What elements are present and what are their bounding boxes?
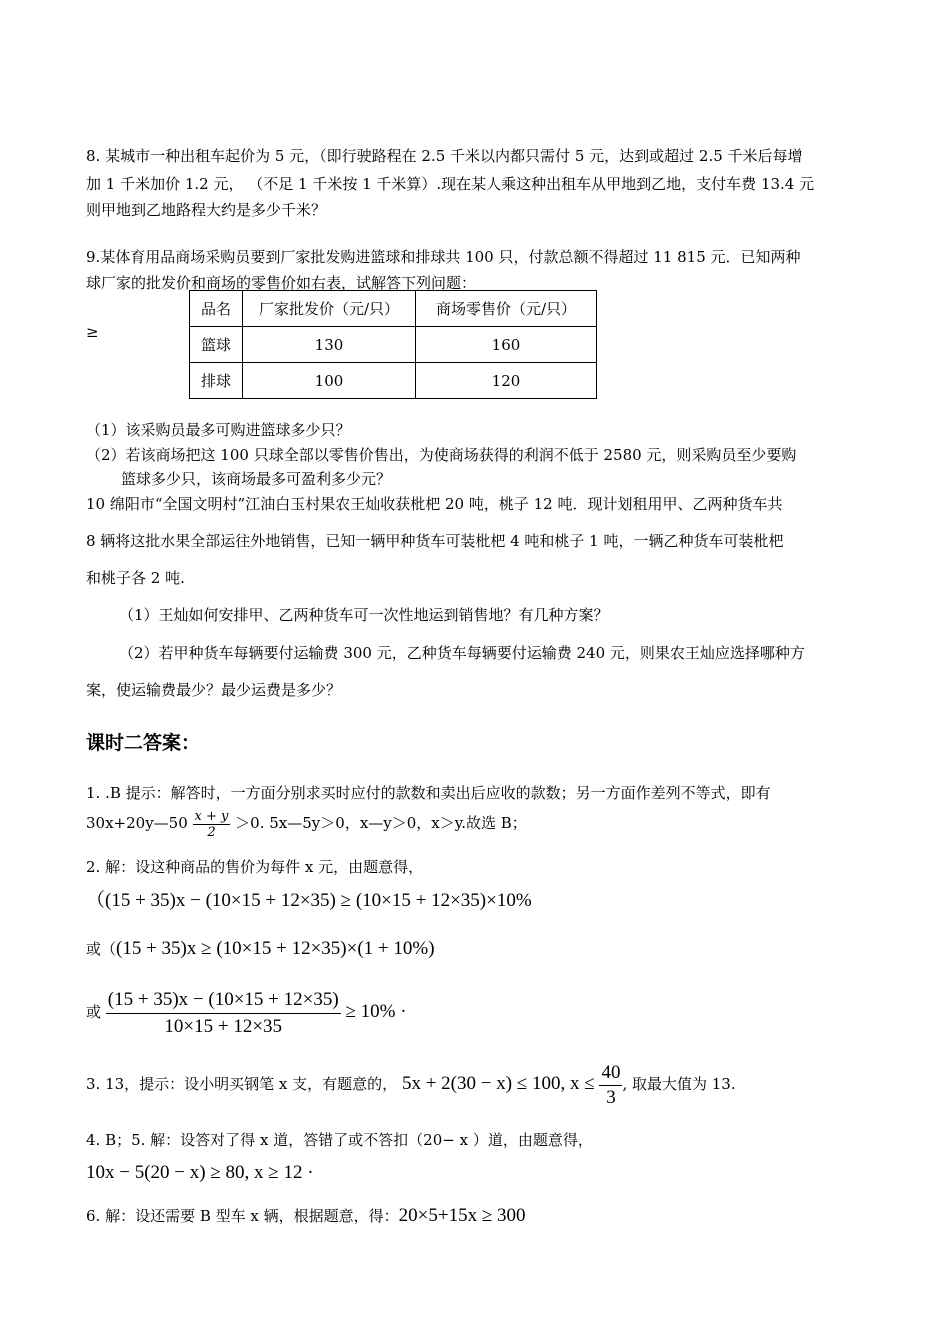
equation-3-prefix: 或: [86, 1003, 102, 1021]
equation-2-prefix: 或（: [86, 940, 117, 958]
q10-sub-2a: （2）若甲种货车每辆要付运输费 300 元，乙种货车每辆要付运输费 240 元，则果农王灿应选择哪种方: [119, 644, 805, 662]
equation-3-line: [86, 984, 407, 1040]
answer-1-line-1: 1. .B 提示：解答时，一方面分别求买时应付的款数和卖出后应收的款数；另一方面作差列不等式，即有: [86, 784, 771, 802]
answer-2-intro: 2. 解：设这种商品的售价为每件 x 元，由题意得，: [86, 858, 424, 876]
equation-3-fraction: [106, 987, 341, 1040]
answer-3-text: 3. 13，提示：设小明买钢笔 x 支，有题意的，: [86, 1075, 398, 1093]
equation-1: （(15 + 35)x − (10×15 + 12×35) ≥ (10×15 + 12×35)×10%: [86, 890, 532, 911]
table-header-cell: 厂家批发价（元/只）: [243, 291, 416, 327]
fraction-x-plus-y-over-2: [193, 809, 231, 840]
fraction-denominator: 10×15 + 12×35: [164, 1015, 283, 1037]
table-cell: 排球: [190, 363, 243, 399]
q9-sub-2b: 篮球多少只，该商场最多可盈利多少元？: [121, 470, 392, 488]
table-header-cell: 商场零售价（元/只）: [416, 291, 597, 327]
q9-sub-2a: （2）若该商场把这 100 只球全部以零售价售出，为使商场获得的利润不低于 2580 元，则采购员至少要购: [86, 446, 797, 464]
q10-line-1: 10 绵阳市“全国文明村”江油白玉村果农王灿收获枇杷 20 吨，桃子 12 吨．现计划租用甲、乙两种货车共: [86, 495, 783, 513]
table-header-row: [190, 291, 597, 327]
q9-sub-1: （1）该采购员最多可购进篮球多少只？: [86, 421, 351, 439]
answer-3-line: [86, 1058, 736, 1110]
q8-line-2: 加 1 千米加价 1.2 元， （不足 1 千米按 1 千米算）.现在某人乘这种出租车从甲地到乙地，支付车费 13.4 元: [86, 175, 815, 193]
equation-5: 10x − 5(20 − x) ≥ 80, x ≥ 12 ·: [86, 1162, 314, 1183]
equation-2: (15 + 35)x ≥ (10×15 + 12×35)×(1 + 10%): [116, 938, 435, 959]
q8-line-3: 则甲地到乙地路程大约是多少千米？: [86, 201, 327, 219]
table-row: [190, 327, 597, 363]
price-table: [189, 290, 597, 399]
fraction-40-over-3: [599, 1061, 622, 1110]
answer-4-5-intro: 4. B；5. 解：设答对了得 x 道，答错了或不答扣（20− x ）道，由题意得，: [86, 1131, 593, 1149]
table-cell: 120: [416, 363, 597, 399]
fraction-numerator: x + y: [194, 808, 229, 824]
fraction-numerator: (15 + 35)x − (10×15 + 12×35): [106, 987, 341, 1014]
q10-sub-2b: 案，使运输费最少？最少运费是多少？: [86, 681, 342, 699]
answer-3-equation: 5x + 2(30 − x) ≤ 100, x ≤: [401, 1073, 595, 1094]
answer-1-line-2: [86, 808, 527, 840]
answer-1-expr-post: ＞0. 5x—5y＞0，x—y＞0，x＞y.故选 B；: [235, 814, 527, 832]
answer-6-line: [86, 1203, 526, 1229]
q8-line-1: 8. 某城市一种出租车起价为 5 元，（即行驶路程在 2.5 千米以内都只需付 5 元，达到或超过 2.5 千米后每增: [86, 147, 803, 165]
answer-3-post: , 取最大值为 13.: [622, 1075, 736, 1093]
fraction-numerator: 40: [599, 1061, 622, 1086]
table-cell: 100: [243, 363, 416, 399]
fraction-denominator: 3: [606, 1086, 616, 1108]
equation-3-post: ≥ 10% ·: [345, 1001, 407, 1022]
q10-line-3: 和桃子各 2 吨.: [86, 569, 185, 587]
table-header-cell: 品名: [190, 291, 243, 327]
equation-2-line: [86, 936, 435, 962]
table-cell: 篮球: [190, 327, 243, 363]
table-cell: 130: [243, 327, 416, 363]
answer-1-expr-pre: 30x+20y—50: [86, 814, 188, 832]
table-cell: 160: [416, 327, 597, 363]
answer-6-equation: 20×5+15x ≥ 300: [398, 1205, 526, 1226]
answer-6-text: 6. 解：设还需要 B 型车 x 辆，根据题意，得：: [86, 1207, 399, 1225]
q9-line-2: 球厂家的批发价和商场的零售价如右表，试解答下列问题：: [86, 274, 477, 292]
answers-heading: 课时二答案：: [86, 732, 201, 754]
q9-line-1: 9.某体育用品商场采购员要到厂家批发购进篮球和排球共 100 只，付款总额不得超过 11 815 元．已知两种: [86, 248, 801, 266]
fraction-denominator: 2: [207, 824, 216, 840]
table-row: [190, 363, 597, 399]
q10-line-2: 8 辆将这批水果全部运往外地销售，已知一辆甲种货车可装枇杷 4 吨和桃子 1 吨，一辆乙种货车可装枇杷: [86, 532, 784, 550]
q10-sub-1: （1）王灿如何安排甲、乙两种货车可一次性地运到销售地？有几种方案？: [119, 606, 609, 624]
q9-side-symbol: ≥: [86, 323, 99, 341]
